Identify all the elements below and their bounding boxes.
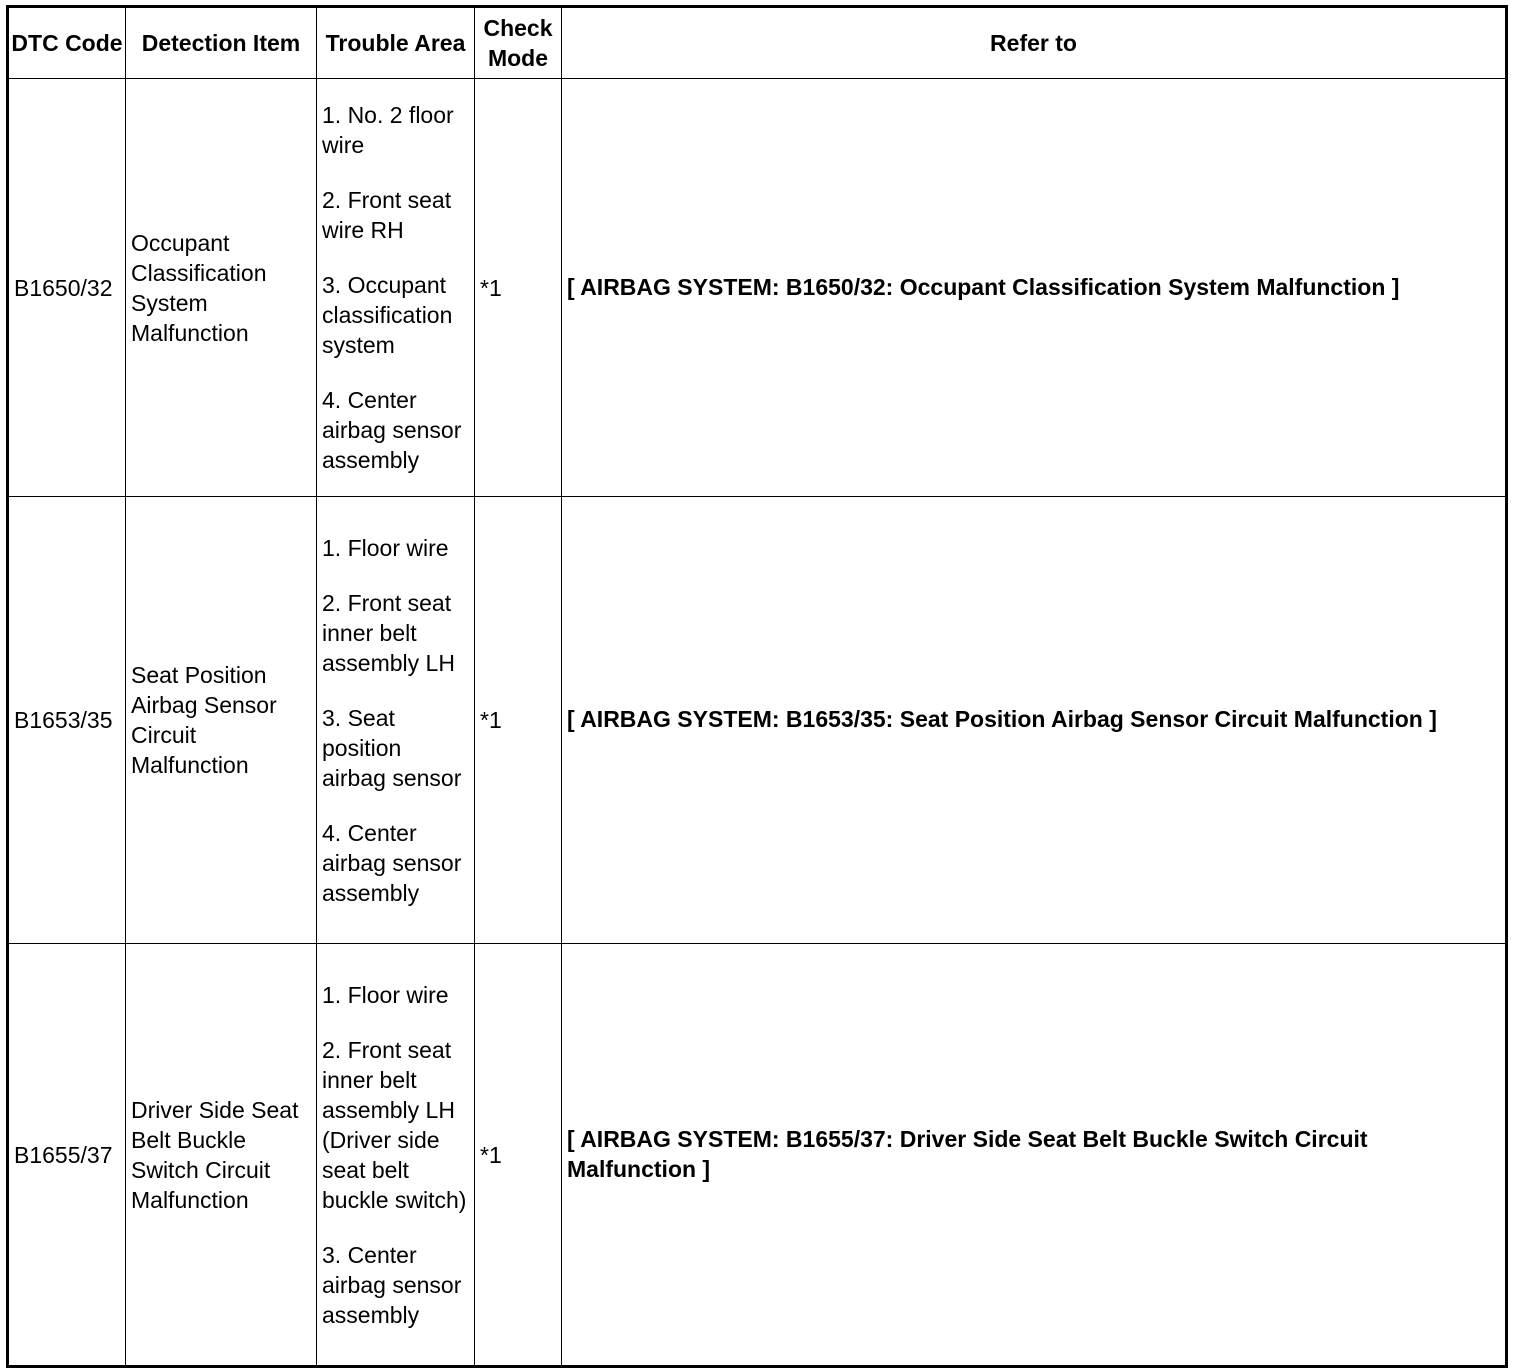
header-row (8, 7, 1507, 79)
header-refer-to: Refer to (562, 7, 1507, 79)
dtc-code-cell: B1653/35 (8, 497, 126, 944)
table-row (8, 944, 1507, 1367)
trouble-area-item: 2. Front seat wire RH (322, 187, 452, 243)
dtc-code-cell: B1650/32 (8, 79, 126, 497)
refer-to-cell (562, 497, 1507, 944)
trouble-area-item: 1. Floor wire (322, 534, 449, 561)
refer-to-link[interactable]: [ AIRBAG SYSTEM: B1653/35: Seat Position Airbag Sensor Circuit Malfunction ] (567, 706, 1437, 732)
trouble-area-item: 2. Front seat inner belt assembly LH (Driver side seat belt buckle switch) (322, 1036, 467, 1213)
check-mode-cell: *1 (475, 944, 562, 1367)
header-check-mode: Check Mode (475, 7, 562, 79)
trouble-area-cell (317, 497, 475, 944)
header-detection-item: Detection Item (126, 7, 317, 79)
detection-item-cell: Driver Side Seat Belt Buckle Switch Circuit Malfunction (126, 944, 317, 1367)
refer-to-cell (562, 944, 1507, 1367)
trouble-area-cell (317, 79, 475, 497)
dtc-code-cell: B1655/37 (8, 944, 126, 1367)
trouble-area-item: 3. Center airbag sensor assembly (322, 1241, 462, 1328)
dtc-table (6, 5, 1508, 1368)
header-dtc-code: DTC Code (8, 7, 126, 79)
table-row (8, 497, 1507, 944)
trouble-area-item: 2. Front seat inner belt assembly LH (322, 589, 455, 676)
refer-to-link[interactable]: [ AIRBAG SYSTEM: B1655/37: Driver Side Seat Belt Buckle Switch Circuit Malfunction ] (567, 1125, 1368, 1182)
trouble-area-item: 1. No. 2 floor wire (322, 102, 454, 158)
trouble-area-item: 4. Center airbag sensor assembly (322, 819, 462, 906)
check-mode-cell: *1 (475, 79, 562, 497)
trouble-area-item: 4. Center airbag sensor assembly (322, 387, 462, 473)
table-row (8, 79, 1507, 497)
refer-to-link[interactable]: [ AIRBAG SYSTEM: B1650/32: Occupant Classification System Malfunction ] (567, 273, 1400, 300)
check-mode-cell: *1 (475, 497, 562, 944)
detection-item-cell: Seat Position Airbag Sensor Circuit Malfunction (126, 497, 317, 944)
refer-to-cell (562, 79, 1507, 497)
trouble-area-item: 3. Occupant classification system (322, 272, 453, 358)
trouble-area-item: 3. Seat position airbag sensor (322, 704, 462, 791)
trouble-area-item: 1. Floor wire (322, 981, 449, 1008)
detection-item-cell: Occupant Classification System Malfunction (126, 79, 317, 497)
header-trouble-area: Trouble Area (317, 7, 475, 79)
trouble-area-cell (317, 944, 475, 1367)
